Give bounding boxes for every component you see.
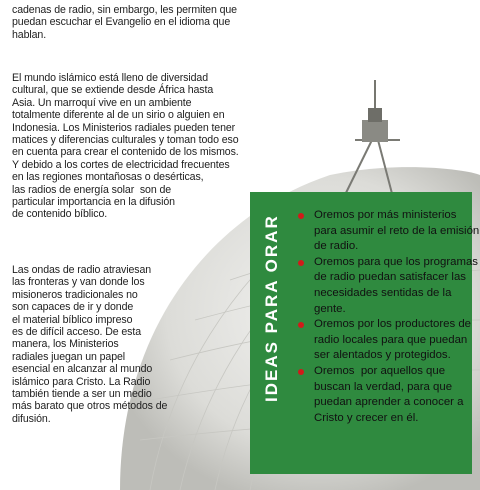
bullet-dot-icon — [298, 322, 304, 328]
prayer-item-text: Oremos para que los programas de radio puedan satisfacer las necesidades sentidas de la gente. — [314, 255, 478, 315]
prayer-item-text: Oremos por aquellos que buscan la verdad, para que puedan aprender a conocer a Cristo y crecer en él. — [314, 364, 464, 424]
article-paragraph-2: El mundo islámico está lleno de diversidad cultural, que se extiende desde África hasta Asia. Un marroquí vive en un ambiente totalmente diferente al de un sirio o alguien en Indonesia. Los Ministerios radiales pueden tener matices y diferencias culturales y toman todo eso en cuenta para crear el contenido de los mismos. Y debido a los cortes de electricidad frecuentes en las regiones montañosas o desérticas, las radios de energía solar son de particular importancia en la difusión de contenido bíblico. — [12, 72, 239, 221]
prayer-item — [298, 208, 480, 255]
prayer-item — [298, 317, 472, 364]
prayer-item — [298, 255, 478, 317]
bullet-dot-icon — [298, 369, 304, 375]
bullet-dot-icon — [298, 213, 304, 219]
prayer-ideas-list — [298, 208, 480, 426]
article-paragraph-3: Las ondas de radio atraviesan las fronteras y van donde los misioneros tradicionales no son capaces de ir y donde el material bíblico impreso es de difícil acceso. De esta manera, los Ministerios radiales juegan un papel esencial en alcanzar al mundo islámico para Cristo. La Radio también tiende a ser un medio más barato que otros métodos de difusión. — [12, 264, 168, 425]
article-paragraph-1: cadenas de radio, sin embargo, les permiten que puedan escuchar el Evangelio en el idioma que hablan. — [12, 4, 237, 41]
prayer-item-text: Oremos por los productores de radio locales para que puedan ser alentados y protegidos. — [314, 318, 472, 362]
prayer-item — [298, 364, 468, 426]
prayer-item-text: Oremos por más ministerios para asumir el reto de la emisión de radio. — [314, 209, 480, 253]
bullet-dot-icon — [298, 260, 304, 266]
prayer-ideas-label: IDEAS PARA ORAR — [262, 214, 281, 402]
